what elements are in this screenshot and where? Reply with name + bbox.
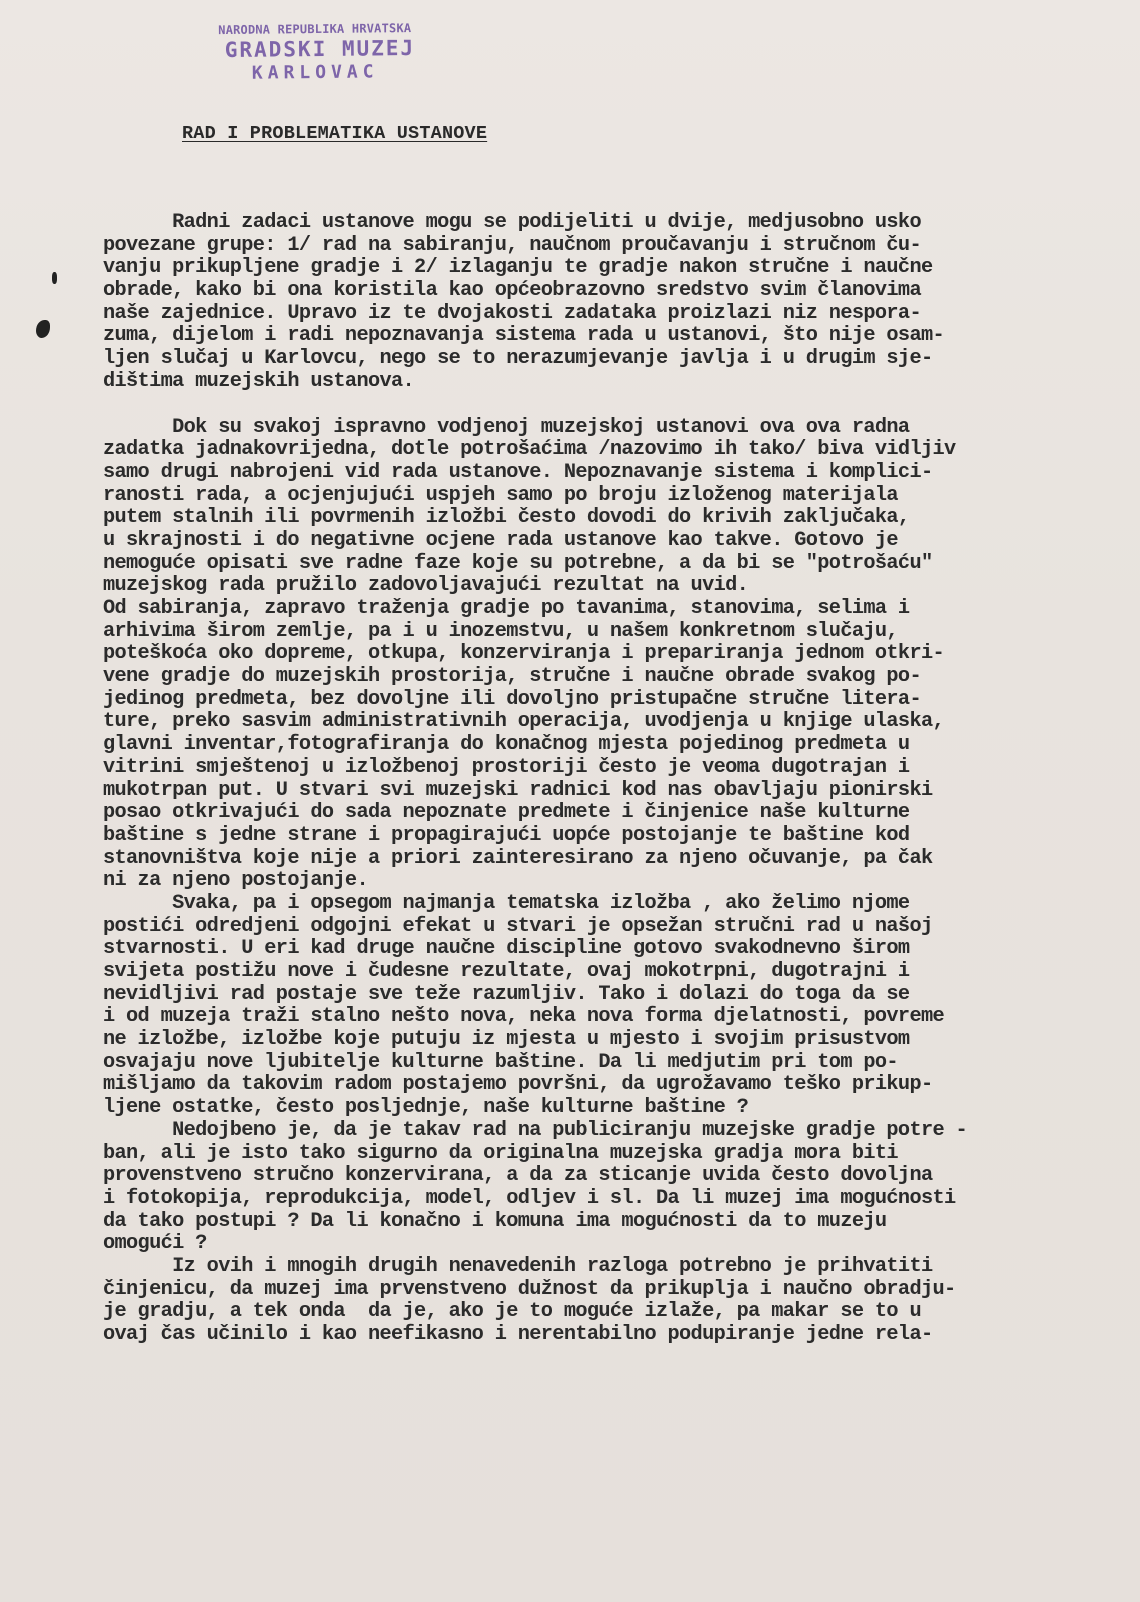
text-line: omogući ? <box>103 1232 207 1256</box>
text-line: i od muzeja traži stalno nešto nova, neka nova forma djelatnosti, povreme <box>103 1005 945 1029</box>
text-line: glavni inventar,fotografiranja do konačnog mjesta pojedinog predmeta u <box>103 733 910 757</box>
stamp-line-3: KARLOVAC <box>251 61 379 84</box>
text-line: je gradju, a tek onda da je, ako je to moguće izlaže, pa makar se to u <box>103 1300 921 1324</box>
text-line: provenstveno stručno konzervirana, a da za sticanje uvida često dovoljna <box>103 1164 933 1188</box>
text-line: mukotrpan put. U stvari svi muzejski radnici kod nas obavljaju pionirski <box>103 778 933 802</box>
text-line: ranosti rada, a ocjenjujući uspjeh samo po broju izloženog materijala <box>103 483 898 507</box>
text-line: putem stalnih ili povrmenih izložbi često dovodi do krivih zaključaka, <box>103 506 910 530</box>
text-line: posao otkrivajući do sada nepoznate predmete i činjenice naše kulturne <box>103 801 910 825</box>
text-line: baštine s jedne strane i propagirajući uopće postojanje te baštine kod <box>103 823 910 847</box>
text-line: vanju prikupljene gradje i 2/ izlaganju te gradje nakon stručne i naučne <box>103 256 933 280</box>
stamp-line-1: NARODNA REPUBLIKA HRVATSKA <box>218 21 412 38</box>
text-line: ture, preko sasvim administrativnih operacija, uvodjenja u knjige ulaska, <box>103 710 945 734</box>
text-line: nevidljivi rad postaje sve teže razumljiv. Tako i dolazi do toga da se <box>103 982 910 1006</box>
text-line: stanovništva koje nije a priori zainteresirano za njeno očuvanje, pa čak <box>103 846 933 870</box>
paragraph-gap <box>103 394 1113 417</box>
document-title: RAD I PROBLEMATIKA USTANOVE <box>182 123 488 144</box>
text-line: Iz ovih i mnogih drugih nenavedenih razloga potrebno je prihvatiti <box>103 1254 933 1278</box>
text-line: dištima muzejskih ustanova. <box>103 369 415 393</box>
body-text <box>103 212 1113 1347</box>
text-line: ban, ali je isto tako sigurno da originalna muzejska gradja mora biti <box>103 1141 898 1165</box>
text-line: zadatka jadnakovrijedna, dotle potrošaćima /nazovimo ih tako/ biva vidljiv <box>103 438 956 462</box>
text-line: obrade, kako bi ona koristila kao općeobrazovno sredstvo svim članovima <box>103 279 921 303</box>
text-line: Radni zadaci ustanove mogu se podijeliti u dvije, medjusobno usko <box>103 211 921 234</box>
text-line: ljene ostatke, često posljednje, naše kulturne baštine ? <box>103 1096 749 1120</box>
text-line: ne izložbe, izložbe koje putuju iz mjesta u mjesto i svojim prisustvom <box>103 1028 910 1052</box>
text-line: ljen slučaj u Karlovcu, nego se to nerazumjevanje javlja i u drugim sje- <box>103 347 933 371</box>
text-line: u skrajnosti i do negativne ocjene rada ustanove kao takve. Gotovo je <box>103 528 898 552</box>
text-line: vitrini smještenoj u izložbenoj prostoriji često je veoma dugotrajan i <box>103 755 910 779</box>
text-line: naše zajednice. Upravo iz te dvojakosti zadataka proizlazi niz nespora- <box>103 301 921 325</box>
margin-ink-mark <box>52 272 57 284</box>
text-line: zuma, dijelom i radi nepoznavanja sistema rada u ustanovi, što nije osam- <box>103 324 945 348</box>
text-line: vene gradje do muzejskih prostorija, stručne i naučne obrade svakog po- <box>103 665 921 689</box>
text-line: Od sabiranja, zapravo traženja gradje po tavanima, stanovima, selima i <box>103 597 910 620</box>
text-line: i fotokopija, reprodukcija, model, odljev i sl. Da li muzej ima mogućnosti <box>103 1186 956 1210</box>
text-line: samo drugi nabrojeni vid rada ustanove. Nepoznavanje sistema i komplici- <box>103 460 933 484</box>
text-line: nemoguće opisati sve radne faze koje su potrebne, a da bi se "potrošaću" <box>103 551 933 575</box>
museum-stamp <box>170 20 471 85</box>
text-line: Dok su svakoj ispravno vodjenoj muzejskoj ustanovi ova ova radna <box>103 415 910 439</box>
text-line: Nedojbeno je, da je takav rad na publiciranju muzejske gradje potre - <box>103 1118 968 1142</box>
text-line: mišljamo da takovim radom postajemo površni, da ugrožavamo teško prikup- <box>103 1073 933 1097</box>
text-line: činjenicu, da muzej ima prvenstveno dužnost da prikuplja i naučno obradju- <box>103 1277 956 1301</box>
text-line: da tako postupi ? Da li konačno i komuna ima mogućnosti da to muzeju <box>103 1209 887 1233</box>
text-line: Svaka, pa i opsegom najmanja tematska izložba , ako želimo njome <box>103 891 910 915</box>
stamp-line-2: GRADSKI MUZEJ <box>224 36 416 62</box>
text-line: arhivima širom zemlje, pa i u inozemstvu, u našem konkretnom slučaju, <box>103 619 898 643</box>
text-line: jedinog predmeta, bez dovoljne ili dovoljno pristupačne stručne litera- <box>103 687 921 711</box>
text-line: ni za njeno postojanje. <box>103 869 368 893</box>
text-line: postići odredjeni odgojni efekat u stvari je opsežan stručni rad u našoj <box>103 914 933 938</box>
margin-ink-mark <box>36 320 50 338</box>
text-line: poteškoća oko dopreme, otkupa, konzerviranja i prepariranja jednom otkri- <box>103 642 945 666</box>
text-line: povezane grupe: 1/ rad na sabiranju, naučnom proučavanju i stručnom ču- <box>103 233 921 257</box>
text-line: svijeta postižu nove i čudesne rezultate, ovaj mokotrpni, dugotrajni i <box>103 960 910 983</box>
text-line: osvajaju nove ljubitelje kulturne baštine. Da li medjutim pri tom po- <box>103 1050 898 1074</box>
text-line: muzejskog rada pružilo zadovoljavajući rezultat na uvid. <box>103 574 749 598</box>
text-line: stvarnosti. U eri kad druge naučne discipline gotovo svakodnevno širom <box>103 937 910 961</box>
text-line: ovaj čas učinilo i kao neefikasno i nerentabilno podupiranje jedne rela- <box>103 1323 933 1346</box>
